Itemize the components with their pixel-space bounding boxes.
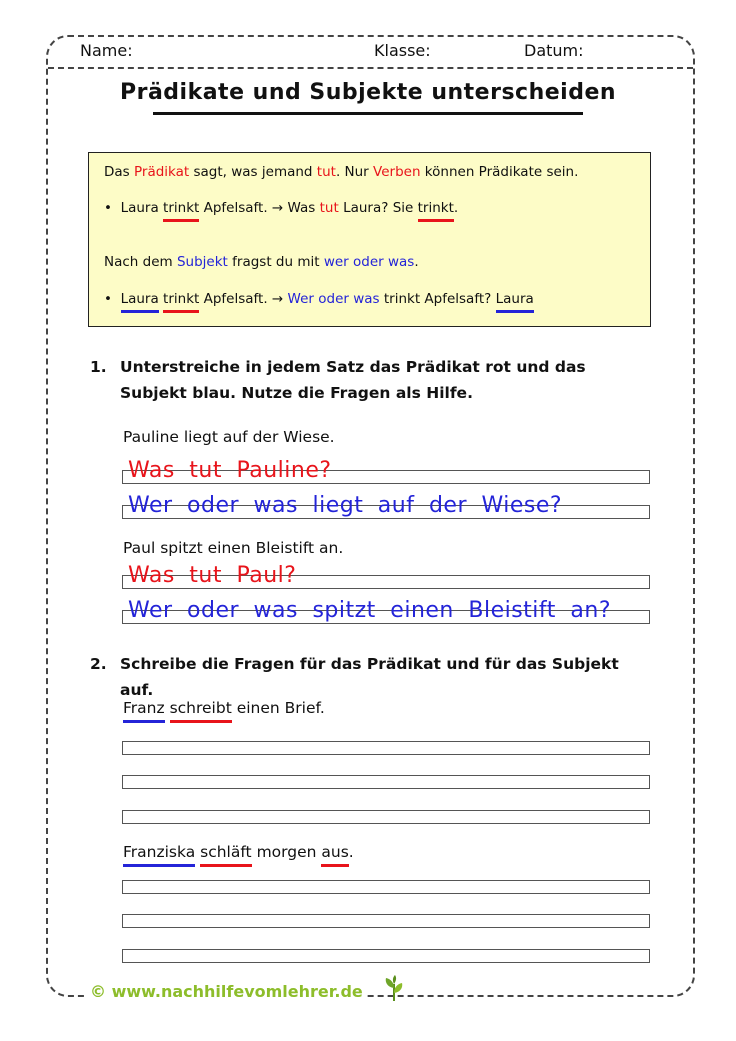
title-underline (153, 112, 583, 115)
task-number: 2. (90, 655, 107, 673)
page-title: Prädikate und Subjekte unterscheiden (119, 80, 617, 105)
question-word: Was (287, 200, 316, 216)
term-tut: tut (316, 164, 336, 180)
info-example-predicate (104, 200, 458, 216)
underlined-predicate-particle: aus (321, 843, 348, 867)
name-label: Name: (80, 41, 133, 60)
arrow-icon: → (271, 200, 284, 216)
example-predicate-answer: trinkt (418, 200, 454, 222)
info-text: . (414, 254, 419, 270)
exercise-sentence: Paul spitzt einen Bleistift an. (123, 539, 344, 557)
term-subject: Subjekt (176, 254, 228, 270)
info-line-subject (104, 254, 419, 270)
sentence-end: . (348, 843, 354, 861)
arrow-icon: → (271, 291, 284, 307)
date-label: Datum: (524, 41, 584, 60)
footer-copyright: © www.nachhilfevomlehrer.de (86, 982, 367, 1001)
answer-predicate-question: Was tut Pauline? (128, 458, 332, 483)
term-tut: tut (319, 200, 339, 216)
sentence-rest: einen Brief. (231, 699, 325, 717)
info-text: Laura? Sie (343, 200, 414, 216)
sentence-middle: morgen (251, 843, 322, 861)
example-subject: Laura (121, 291, 159, 313)
term-predicate: Prädikat (134, 164, 190, 180)
exercise-sentence (123, 843, 354, 861)
term-verbs: Verben (373, 164, 421, 180)
writing-line[interactable] (122, 810, 650, 824)
answer-subject-question: Wer oder was liegt auf der Wiese? (128, 493, 563, 518)
bullet: • (104, 200, 112, 216)
answer-subject-question: Wer oder was spitzt einen Bleistift an? (128, 598, 611, 623)
exercise-sentence (123, 699, 325, 717)
info-box (88, 152, 651, 327)
info-text: Das (104, 164, 134, 180)
underlined-subject: Franziska (123, 843, 195, 867)
info-text: Apfelsaft. (199, 200, 272, 216)
term-wer-oder-was: wer oder was (323, 254, 415, 270)
info-example-subject (104, 291, 534, 307)
info-text: trinkt Apfelsaft? (379, 291, 496, 307)
answer-predicate-question: Was tut Paul? (128, 563, 297, 588)
task-instruction: Unterstreiche in jedem Satz das Prädikat rot und das Subjekt blau. Nutze die Fragen als Hilfe. (120, 358, 586, 402)
example-predicate: trinkt (163, 200, 199, 222)
writing-line[interactable] (122, 880, 650, 894)
info-text: Nach dem (104, 254, 177, 270)
exercise-sentence: Pauline liegt auf der Wiese. (123, 428, 335, 446)
writing-line[interactable] (122, 949, 650, 963)
info-text: Apfelsaft. (199, 291, 272, 307)
info-text: fragst du mit (227, 254, 324, 270)
writing-line[interactable] (122, 914, 650, 928)
bullet: • (104, 291, 112, 307)
writing-line[interactable] (122, 741, 650, 755)
underlined-predicate: schläft (200, 843, 252, 867)
writing-line[interactable] (122, 775, 650, 789)
info-text: . Nur (335, 164, 374, 180)
leaf-icon (383, 974, 405, 1002)
example-word: Laura (120, 200, 159, 216)
info-text: sagt, was jemand (189, 164, 317, 180)
example-predicate: trinkt (163, 291, 199, 313)
info-text: können Prädikate sein. (420, 164, 579, 180)
example-subject-answer: Laura (496, 291, 534, 313)
underlined-subject: Franz (123, 699, 165, 723)
task-instruction: Schreibe die Fragen für das Prädikat und für das Subjekt auf. (120, 655, 619, 699)
class-label: Klasse: (374, 41, 431, 60)
info-text: . (453, 200, 459, 216)
term-wer-oder-was: Wer oder was (287, 291, 380, 307)
info-line-predicate (104, 164, 578, 180)
underlined-predicate: schreibt (170, 699, 232, 723)
task-number: 1. (90, 358, 107, 376)
header-divider (48, 67, 693, 69)
